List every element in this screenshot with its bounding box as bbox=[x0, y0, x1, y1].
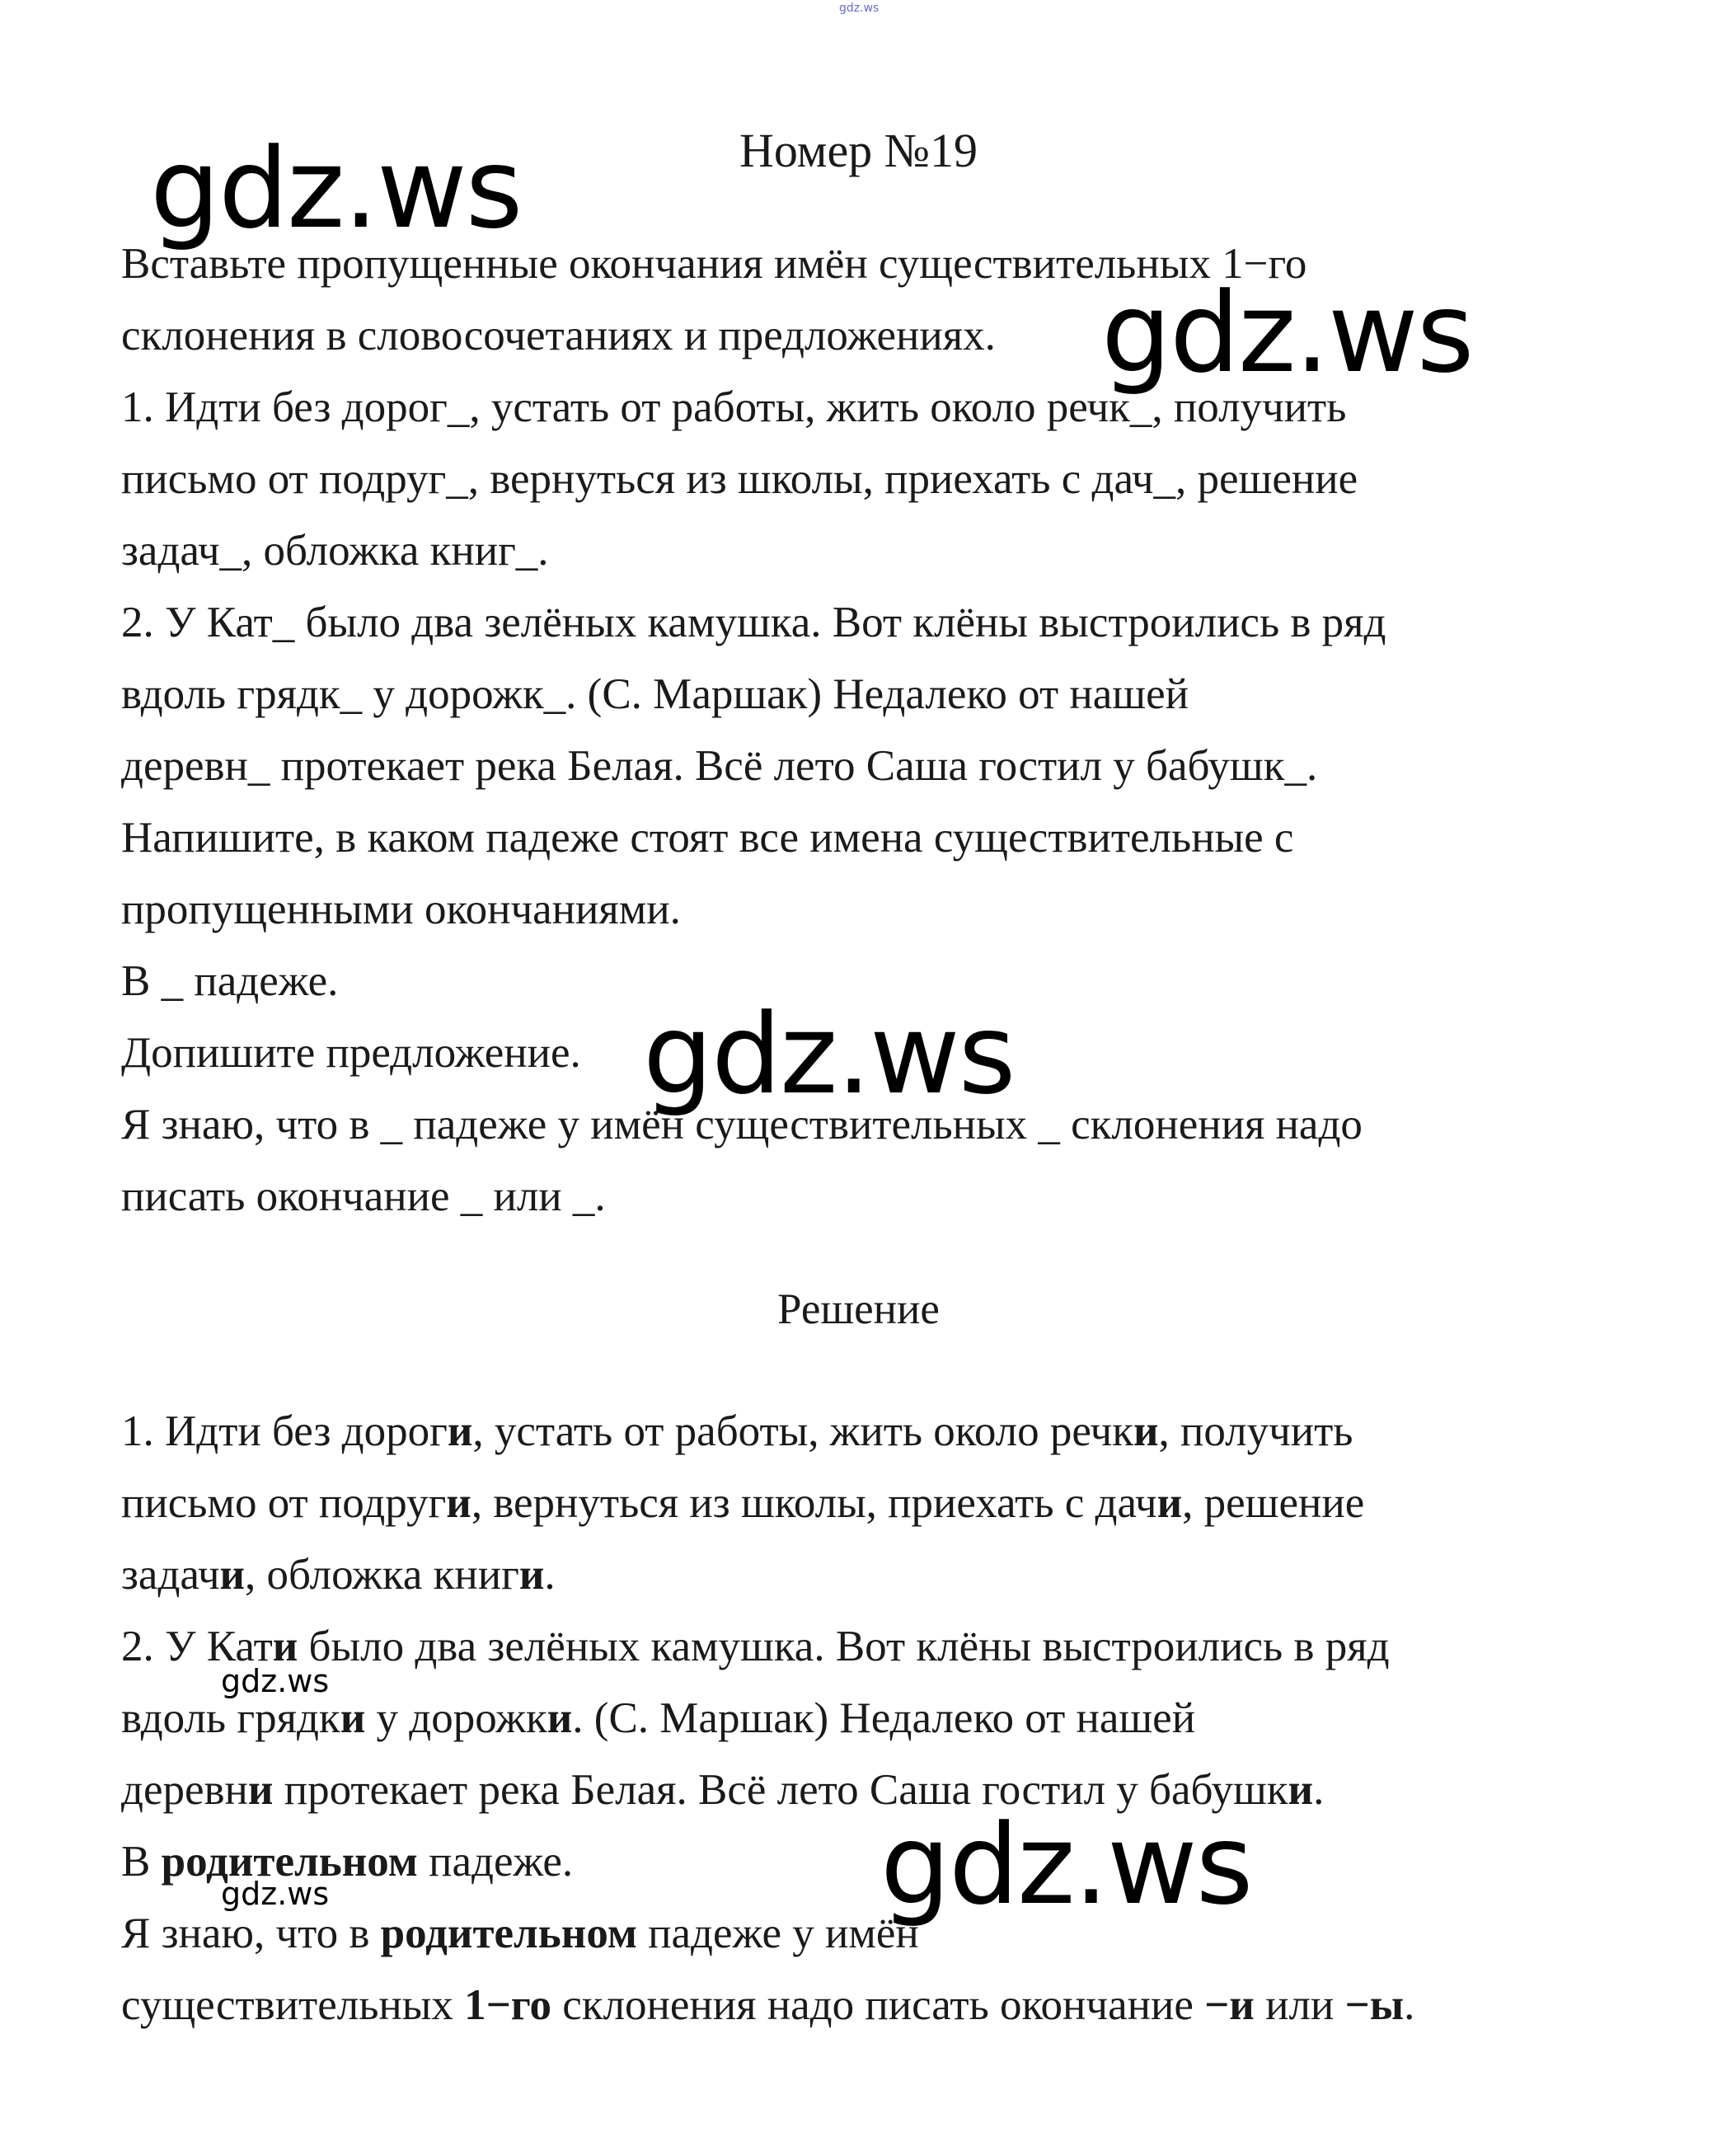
task-line: вдоль грядк_ у дорожк_. (С. Маршак) Недалеко от нашей bbox=[121, 670, 1189, 718]
watermark: gdz.ws bbox=[643, 990, 1015, 1119]
task-line: 2. У Кат_ было два зелёных камушка. Вот клёны выстроились в ряд bbox=[121, 599, 1386, 646]
watermark: gdz.ws bbox=[150, 124, 522, 253]
solution-line: 2. У Кати было два зелёных камушка. Вот клёны выстроились в ряд bbox=[121, 1623, 1390, 1670]
page-title: Номер №19 bbox=[739, 124, 978, 177]
watermark: gdz.ws bbox=[221, 1663, 330, 1699]
task-line: деревн_ протекает река Белая. Всё лето Саша гостил у бабушк_. bbox=[121, 742, 1318, 790]
solution-line: деревни протекает река Белая. Всё лето Саша гостил у бабушки. bbox=[121, 1766, 1325, 1814]
task-line: Напишите, в каком падеже стоят все имена существительные с bbox=[121, 814, 1294, 862]
task-line: склонения в словосочетаниях и предложениях. bbox=[121, 312, 996, 359]
final-answer-line: существительных 1−го склонения надо писать окончание −и или −ы. bbox=[121, 1981, 1415, 2029]
task-line: писать окончание _ или _. bbox=[121, 1172, 606, 1220]
solution-line: письмо от подруги, вернуться из школы, приехать с дачи, решение bbox=[121, 1479, 1365, 1527]
task-line: задач_, обложка книг_. bbox=[121, 527, 549, 575]
final-answer-line: Я знаю, что в родительном падеже у имён bbox=[121, 1909, 919, 1957]
task-line: 1. Идти без дорог_, устать от работы, жить около речк_, получить bbox=[121, 383, 1347, 431]
watermark: gdz.ws bbox=[880, 1801, 1252, 1929]
solution-text bbox=[121, 1396, 1414, 2041]
solution-line: 1. Идти без дороги, устать от работы, жить около речки, получить bbox=[121, 1407, 1353, 1455]
task-line: В _ падеже. bbox=[121, 957, 339, 1005]
case-answer-line: В родительном падеже. bbox=[121, 1838, 574, 1886]
task-line: пропущенными окончаниями. bbox=[121, 885, 681, 933]
header-watermark: gdz.ws bbox=[839, 2, 880, 15]
task-line: Вставьте пропущенные окончания имён существительных 1−го bbox=[121, 240, 1307, 288]
watermark: gdz.ws bbox=[221, 1876, 330, 1912]
task-line: Допишите предложение. bbox=[121, 1029, 581, 1077]
task-line: письмо от подруг_, вернуться из школы, приехать с дач_, решение bbox=[121, 455, 1358, 503]
watermark: gdz.ws bbox=[1101, 269, 1473, 397]
task-line: Я знаю, что в _ падеже у имён существительных _ склонения надо bbox=[121, 1101, 1363, 1148]
solution-title: Решение bbox=[777, 1285, 940, 1333]
solution-line: вдоль грядки у дорожки. (С. Маршак) Недалеко от нашей bbox=[121, 1694, 1196, 1742]
solution-line: задачи, обложка книги. bbox=[121, 1551, 556, 1599]
